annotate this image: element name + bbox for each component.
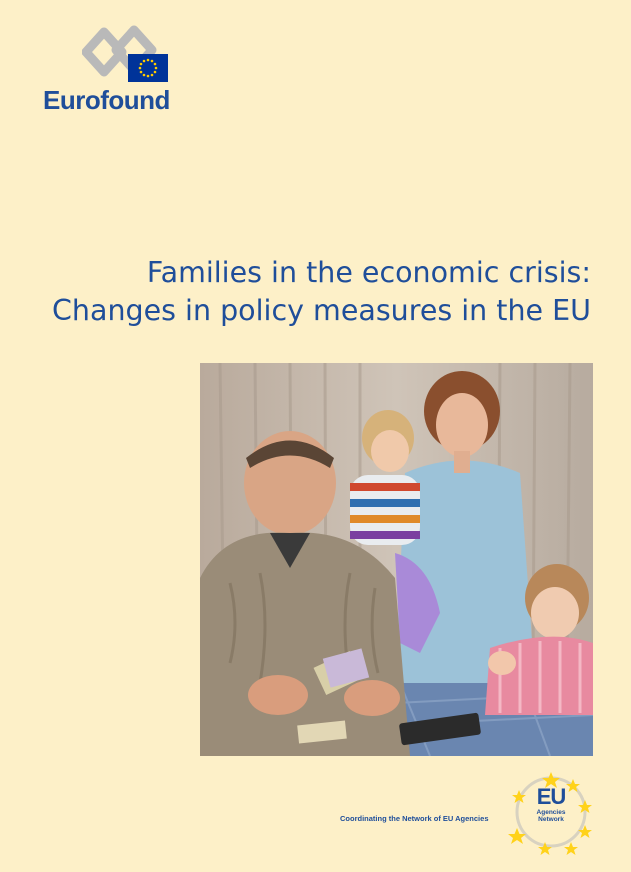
network-tagline: Coordinating the Network of EU Agencies [340, 814, 489, 823]
eu-flag-icon [128, 54, 168, 82]
cover-title [31, 254, 591, 330]
eurofound-logo [40, 22, 180, 117]
brand-wordmark: Eurofound [43, 85, 170, 115]
title-line-2: Changes in policy measures in the EU [52, 294, 591, 327]
eurofound-logo-icon [82, 24, 177, 86]
family-photo-image [200, 363, 593, 756]
eu-agencies-network-logo [505, 770, 595, 858]
badge-sub-line-1: Agencies [536, 809, 566, 816]
badge-sub-line-2: Network [538, 816, 564, 823]
badge-subtitle [529, 809, 573, 823]
cover-photo [200, 363, 593, 756]
badge-eu-text: EU [536, 784, 566, 809]
title-line-1: Families in the economic crisis: [146, 256, 591, 289]
